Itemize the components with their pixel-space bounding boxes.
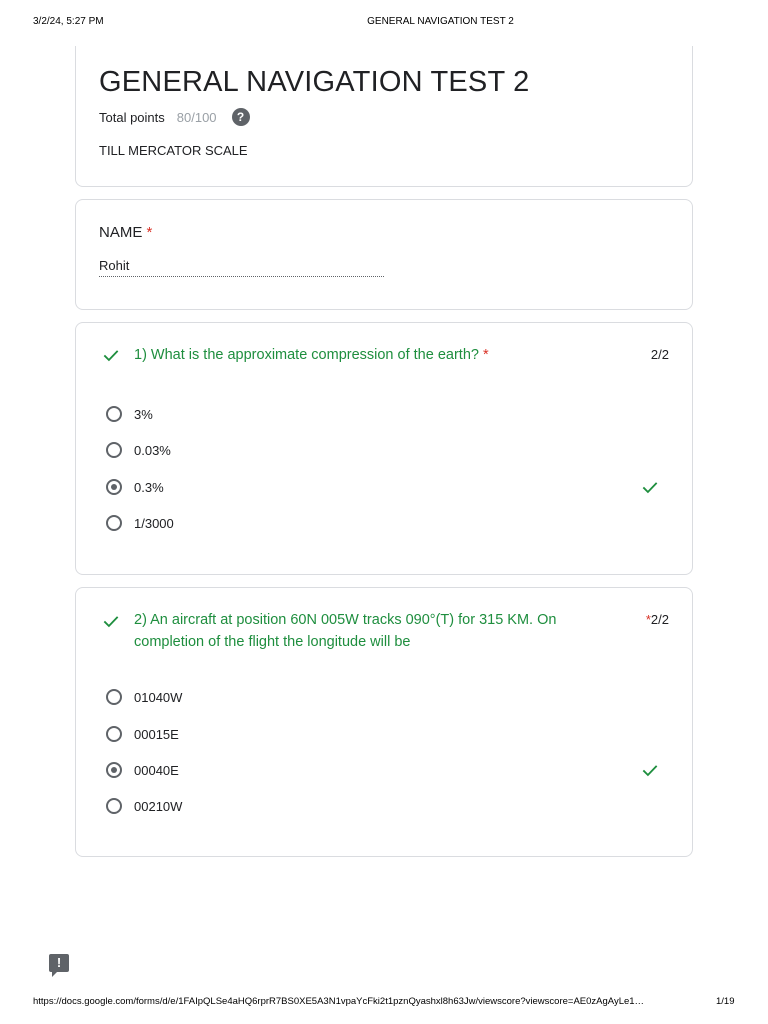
required-asterisk: *: [645, 612, 651, 627]
option-3[interactable]: [106, 759, 179, 781]
print-footer: [0, 996, 768, 1010]
name-label: [99, 224, 152, 241]
option-label: 3%: [134, 406, 153, 422]
check-icon: [640, 477, 660, 497]
help-icon[interactable]: ?: [232, 108, 250, 126]
option-1[interactable]: [106, 686, 182, 708]
radio-button-selected[interactable]: [106, 762, 122, 778]
name-answer: Rohit: [99, 258, 384, 277]
question-card-1: [75, 322, 693, 575]
option-label: 01040W: [134, 689, 183, 705]
option-3[interactable]: [106, 476, 164, 498]
check-icon: [101, 611, 121, 631]
form-description: TILL MERCATOR SCALE: [99, 143, 248, 158]
page-number: 1/19: [716, 996, 735, 1007]
print-header: [0, 16, 768, 30]
radio-button[interactable]: [106, 798, 122, 814]
radio-button[interactable]: [106, 726, 122, 742]
points-label: Total points: [99, 109, 165, 125]
option-label: 0.3%: [134, 479, 164, 495]
check-icon: [101, 345, 121, 365]
option-label: 00015E: [134, 726, 179, 742]
question-card-2: [75, 587, 693, 857]
question-2-line-2: completion of the flight the longitude will be: [134, 634, 411, 650]
option-1[interactable]: [106, 403, 153, 425]
option-4[interactable]: [106, 512, 174, 534]
option-label: 1/3000: [134, 515, 174, 531]
check-icon: [640, 760, 660, 780]
form-title: GENERAL NAVIGATION TEST 2: [99, 66, 530, 98]
required-asterisk: *: [146, 224, 153, 241]
radio-button[interactable]: [106, 406, 122, 422]
option-2[interactable]: [106, 439, 171, 461]
question-1-text: [134, 344, 614, 366]
feedback-icon[interactable]: !: [49, 954, 69, 972]
option-label: 00210W: [134, 798, 183, 814]
radio-button[interactable]: [106, 515, 122, 531]
total-points-row: [99, 108, 250, 126]
name-question-card: [75, 199, 693, 310]
page-url: https://docs.google.com/forms/d/e/1FAIpQLSe4aHQ6rprR7BS0XE5A3N1vpaYcFki2t1pznQyashxl8h63Jw/viewscore?viewscore=AE0zAgAyLe1…: [33, 996, 645, 1007]
name-label-text: NAME: [99, 224, 143, 241]
question-2-line-1: 2) An aircraft at position 60N 005W tracks 090°(T) for 315 KM. On: [134, 612, 557, 628]
radio-button-selected[interactable]: [106, 479, 122, 495]
option-4[interactable]: [106, 795, 182, 817]
option-2[interactable]: [106, 723, 179, 745]
option-label: 00040E: [134, 762, 179, 778]
radio-button[interactable]: [106, 442, 122, 458]
question-2-score: [646, 612, 669, 627]
print-datetime: 3/2/24, 5:27 PM: [33, 16, 104, 27]
question-1-label: 1) What is the approximate compression of the earth?: [134, 347, 479, 363]
points-value: 80/100: [176, 109, 217, 125]
form-header-card: [75, 46, 693, 187]
print-title: GENERAL NAVIGATION TEST 2: [367, 16, 514, 27]
question-1-score: 2/2: [650, 347, 669, 362]
score-value: 2/2: [650, 612, 669, 627]
question-2-text: [134, 609, 604, 653]
radio-button[interactable]: [106, 689, 122, 705]
option-label: 0.03%: [134, 442, 171, 458]
required-asterisk: *: [482, 347, 489, 363]
